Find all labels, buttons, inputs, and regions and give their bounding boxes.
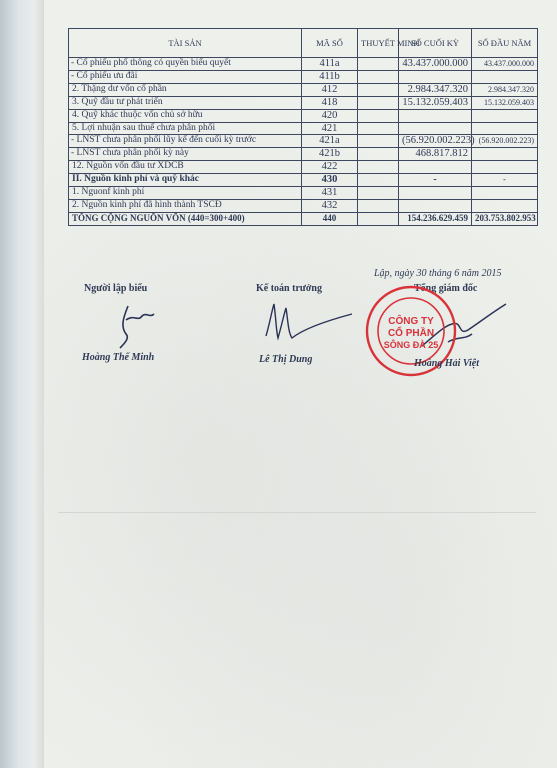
cell-note (358, 212, 399, 225)
table-row (69, 174, 538, 187)
cell-end (399, 109, 472, 122)
cell-code: 411a (302, 58, 358, 71)
table-row (69, 187, 538, 200)
cell-begin (472, 122, 538, 135)
cell-label: 4. Quỹ khác thuộc vốn chủ sở hữu (69, 109, 302, 122)
cell-end (399, 161, 472, 174)
cell-note (358, 83, 399, 96)
table-row (69, 148, 538, 161)
table-row (69, 58, 538, 71)
cell-note (358, 70, 399, 83)
table-row (69, 96, 538, 109)
cell-label: II. Nguồn kinh phí và quỹ khác (69, 174, 302, 187)
cell-end: 2.984.347.320 (399, 83, 472, 96)
cell-begin (472, 148, 538, 161)
cell-end: - (399, 174, 472, 187)
preparer-title: Người lập biểu (84, 283, 148, 294)
director-name: Hoàng Hải Việt (414, 358, 480, 369)
table-row (69, 109, 538, 122)
cell-end: 15.132.059.403 (399, 96, 472, 109)
director-title: Tổng giám đốc (414, 283, 478, 294)
table-body (69, 58, 538, 226)
header-end: SỐ CUỐI KỲ (399, 29, 472, 58)
cell-label: - LNST chưa phân phối lũy kế đến cuối kỳ trước (69, 135, 302, 148)
accountant-signature-mark (262, 300, 358, 346)
preparer-signature-mark (116, 300, 166, 350)
table-row (69, 70, 538, 83)
table-total-row (69, 212, 538, 225)
cell-label: 12. Nguồn vốn đầu tư XDCB (69, 161, 302, 174)
cell-code: 411b (302, 70, 358, 83)
cell-end: 468.817.812 (399, 148, 472, 161)
cell-label: - LNST chưa phân phối kỳ này (69, 148, 302, 161)
cell-label: 5. Lợi nhuận sau thuế chưa phân phối (69, 122, 302, 135)
cell-label: - Cổ phiếu phổ thông có quyền biểu quyết (69, 58, 302, 71)
cell-begin (472, 70, 538, 83)
accountant-name: Lê Thị Dung (259, 354, 313, 365)
cell-begin: 43.437.000.000 (472, 58, 538, 71)
cell-end (399, 187, 472, 200)
cell-begin (472, 161, 538, 174)
cell-note (358, 199, 399, 212)
table-row (69, 135, 538, 148)
header-asset: TÀI SẢN (69, 29, 302, 58)
cell-begin (472, 199, 538, 212)
accountant-title: Kế toán trưởng (256, 283, 322, 294)
table-row (69, 122, 538, 135)
cell-note (358, 58, 399, 71)
cell-note (358, 135, 399, 148)
cell-end: 43.437.000.000 (399, 58, 472, 71)
cell-begin (472, 109, 538, 122)
cell-end: (56.920.002.223) (399, 135, 472, 148)
cell-note (358, 161, 399, 174)
cell-code: 412 (302, 83, 358, 96)
cell-end (399, 122, 472, 135)
cell-label: - Cổ phiếu ưu đãi (69, 70, 302, 83)
cell-code: 421b (302, 148, 358, 161)
cell-label: TỔNG CỘNG NGUỒN VỐN (440=300+400) (69, 212, 302, 225)
table-row (69, 83, 538, 96)
cell-code: 432 (302, 199, 358, 212)
header-code: MÃ SỐ (302, 29, 358, 58)
cell-begin: 2.984.347.320 (472, 83, 538, 96)
balance-sheet-table (68, 28, 538, 226)
cell-begin: 15.132.059.403 (472, 96, 538, 109)
cell-note (358, 122, 399, 135)
cell-code: 421 (302, 122, 358, 135)
header-note: THUYẾT MINH (358, 29, 399, 58)
balance-sheet-table-container (68, 28, 537, 226)
table-row (69, 199, 538, 212)
cell-end (399, 199, 472, 212)
cell-end: 154.236.629.459 (399, 212, 472, 225)
cell-label: 1. Nguonf kinh phí (69, 187, 302, 200)
seal-line1: CÔNG TY (388, 316, 434, 327)
cell-code: 421a (302, 135, 358, 148)
seal-line3: SÔNG ĐÀ 25 (383, 340, 439, 350)
cell-note (358, 148, 399, 161)
cell-code: 422 (302, 161, 358, 174)
cell-code: 440 (302, 212, 358, 225)
cell-label: 2. Thặng dư vốn cổ phần (69, 83, 302, 96)
cell-label: 3. Quỹ đầu tư phát triển (69, 96, 302, 109)
cell-code: 431 (302, 187, 358, 200)
seal-line2: CỔ PHẦN (387, 328, 435, 339)
cell-begin (472, 187, 538, 200)
cell-code: 418 (302, 96, 358, 109)
date-line: Lập, ngày 30 tháng 6 năm 2015 (374, 268, 502, 279)
cell-note (358, 187, 399, 200)
cell-code: 430 (302, 174, 358, 187)
cell-label: 2. Nguồn kinh phí đã hình thành TSCĐ (69, 199, 302, 212)
preparer-name: Hoàng Thế Minh (82, 352, 155, 363)
cell-code: 420 (302, 109, 358, 122)
cell-begin: 203.753.802.953 (472, 212, 538, 225)
cell-note (358, 109, 399, 122)
binding-edge (0, 0, 44, 768)
cell-begin: (56.920.002.223) (472, 135, 538, 148)
page-fold-line (58, 512, 536, 513)
table-row (69, 161, 538, 174)
cell-note (358, 96, 399, 109)
table-header-row (69, 29, 538, 58)
cell-begin: - (472, 174, 538, 187)
cell-note (358, 174, 399, 187)
header-begin: SỐ ĐẦU NĂM (472, 29, 538, 58)
cell-end (399, 70, 472, 83)
